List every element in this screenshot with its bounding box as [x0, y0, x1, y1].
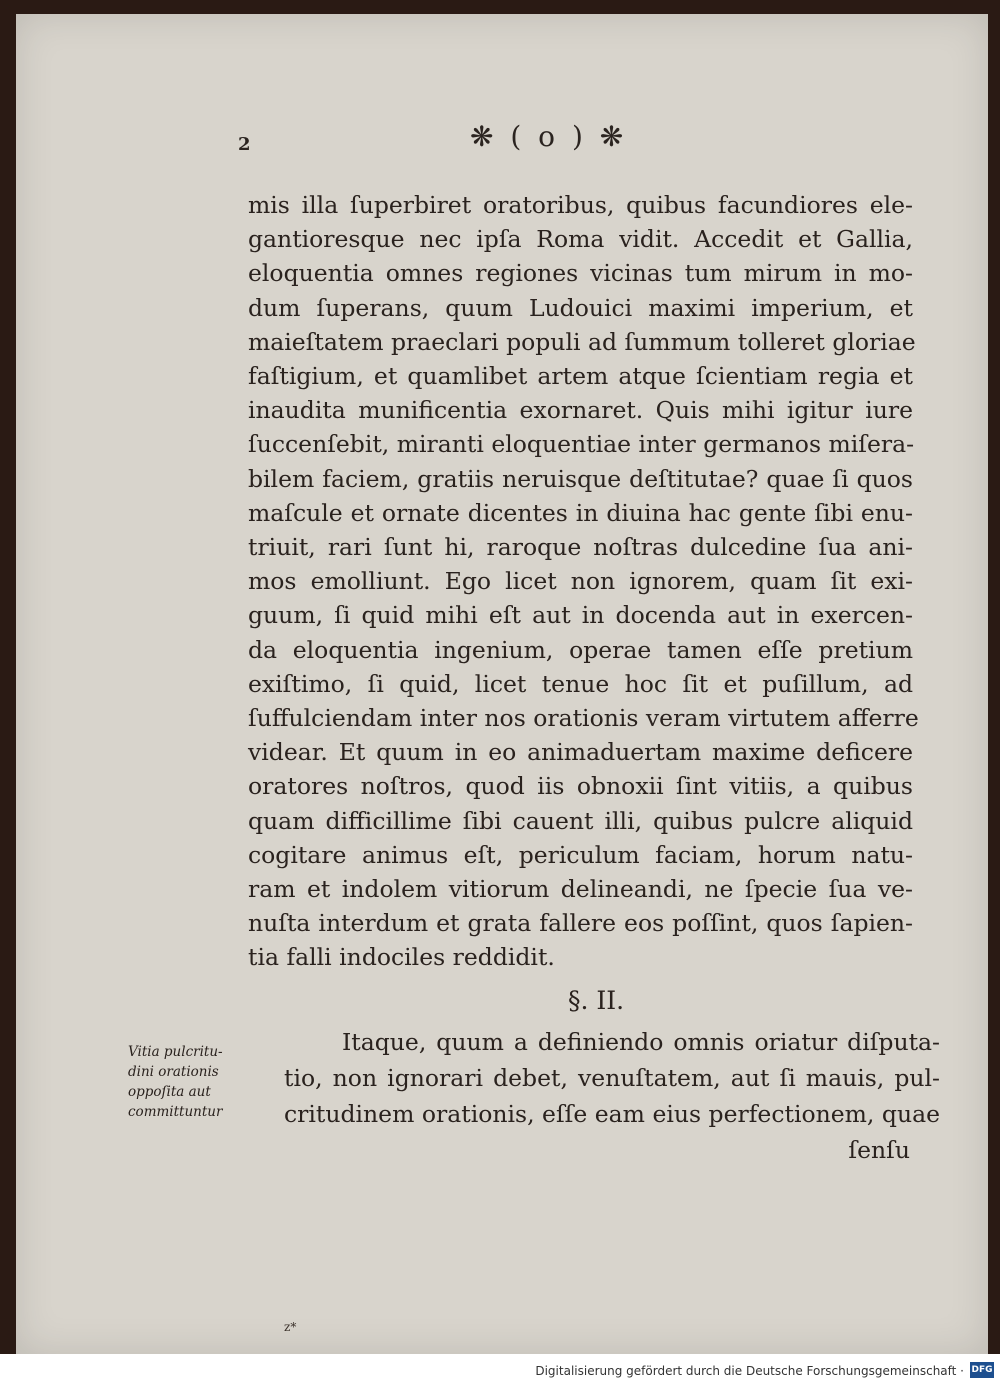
text-line: bilem faciem, gratiis neruisque deſtitutae? quae ſi quos	[248, 464, 913, 493]
page-header	[0, 118, 1000, 158]
running-head-ornament: ❋ ( o ) ❋	[470, 120, 628, 153]
text-line: da eloquentia ingenium, operae tamen eſſe pretium	[248, 635, 913, 664]
text-line: maſcule et ornate dicentes in diuina hac gente ſibi enu-	[248, 498, 913, 527]
text-line: videar. Et quum in eo animaduertam maxime deficere	[248, 738, 913, 767]
marginal-line: committuntur	[128, 1104, 223, 1120]
text-line: oratores noſtros, quod iis obnoxii ſint vitiis, a quibus	[248, 772, 913, 801]
marginal-line: dini orationis	[128, 1064, 219, 1080]
text-line: tio, non ignorari debet, venuſtatem, aut ſi mauis, pul-	[284, 1064, 940, 1092]
funding-credit: Digitalisierung gefördert durch die Deutsche Forschungsgemeinschaft ·	[535, 1364, 964, 1378]
section-paragraph	[284, 1024, 940, 1168]
text-line: gantioresque nec ipſa Roma vidit. Accedit et Gallia,	[248, 225, 913, 254]
marginal-note	[128, 1042, 253, 1122]
text-line: triuit, rari ſunt hi, raroque noſtras dulcedine ſua ani-	[248, 533, 913, 562]
signature-mark: z*	[284, 1320, 297, 1334]
text-line: maieſtatem praeclari populi ad ſummum tolleret gloriae	[248, 327, 916, 356]
text-line: Itaque, quum a definiendo omnis oriatur diſputa-	[342, 1028, 940, 1056]
marginal-line: oppoſita aut	[128, 1084, 211, 1100]
page-number: 2	[238, 134, 251, 155]
text-line: exiſtimo, ſi quid, licet tenue hoc ſit et puſillum, ad	[248, 669, 913, 698]
text-line: guum, ſi quid mihi eſt aut in docenda aut in exercen-	[248, 601, 913, 630]
dfg-logo: DFG	[970, 1362, 994, 1378]
text-line: nuſta interdum et grata fallere eos poſſint, quos ſapien-	[248, 909, 913, 938]
section-heading: §. II.	[568, 986, 625, 1015]
text-line: eloquentia omnes regiones vicinas tum mirum in mo-	[248, 259, 913, 288]
text-line: mis illa ſuperbiret oratoribus, quibus facundiores ele-	[248, 191, 913, 219]
text-line: tia falli indociles reddidit.	[248, 943, 555, 972]
catchword: ſenſu	[848, 1136, 910, 1164]
text-line: dum ſuperans, quum Ludouici maximi imperium, et	[248, 293, 913, 322]
text-line: quam difficillime ſibi cauent illi, quibus pulcre aliquid	[248, 806, 913, 835]
text-line: ſuccenſebit, miranti eloquentiae inter germanos miſera-	[248, 430, 915, 459]
text-line: ſuffulciendam inter nos orationis veram virtutem afferre	[248, 704, 919, 733]
marginal-line: Vitia pulcritu-	[128, 1044, 223, 1060]
text-line: mos emolliunt. Ego licet non ignorem, quam ſit exi-	[248, 567, 913, 596]
footer-bar	[0, 1354, 1000, 1384]
text-line: critudinem orationis, eſſe eam eius perfectionem, quae	[284, 1100, 940, 1128]
text-line: faſtigium, et quamlibet artem atque ſcientiam regia et	[248, 362, 913, 391]
text-line: ram et indolem vitiorum delineandi, ne ſpecie ſua ve-	[248, 875, 913, 904]
text-line: cogitare animus eſt, periculum faciam, horum natu-	[248, 840, 913, 869]
main-paragraph	[248, 188, 919, 975]
text-line: inaudita munificentia exornaret. Quis mihi igitur iure	[248, 396, 913, 425]
